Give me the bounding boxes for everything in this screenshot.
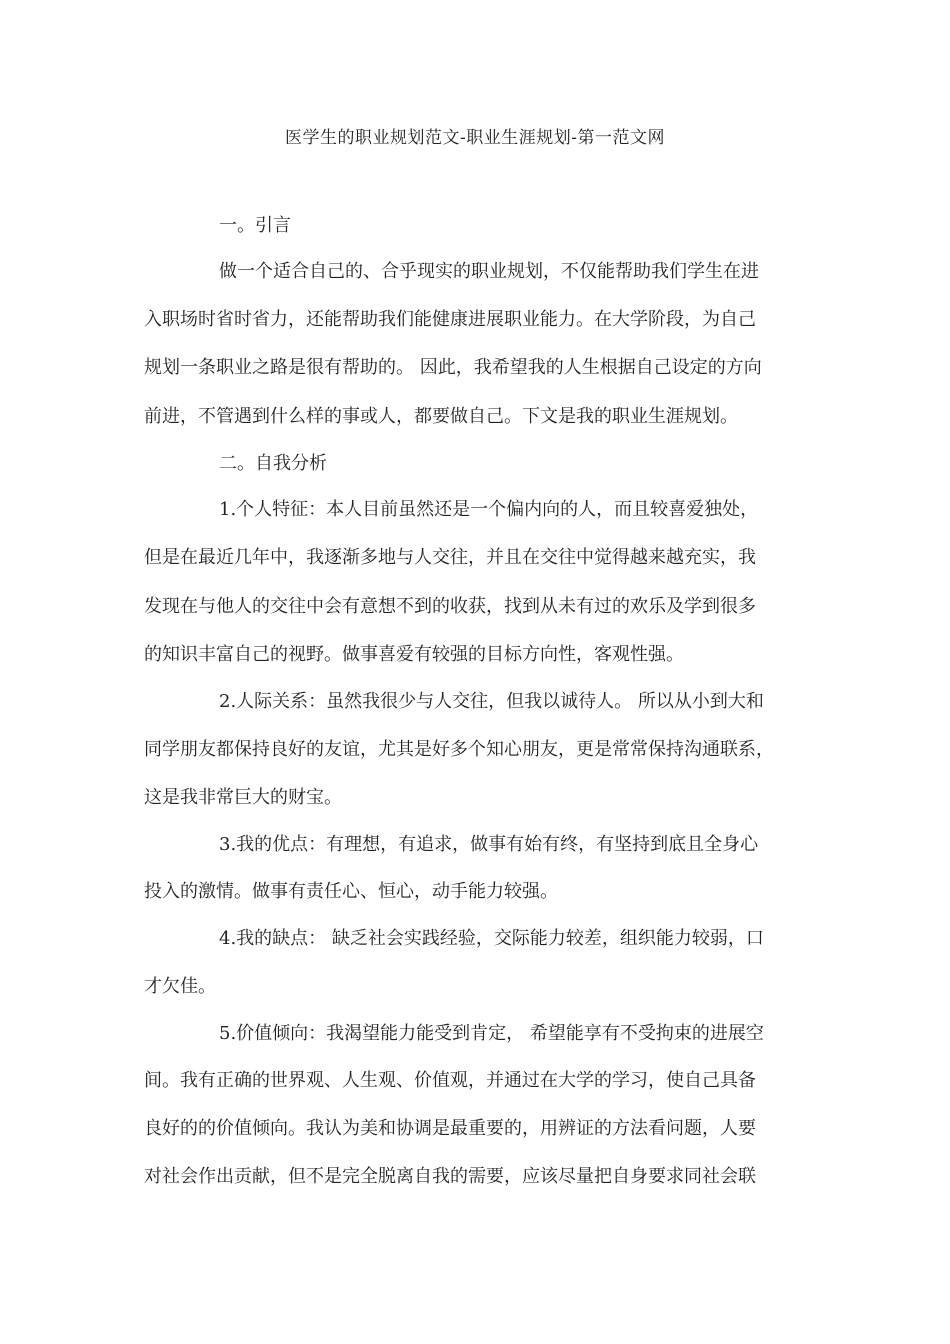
paragraph-line: 前进，不管遇到什么样的事或人，都要做自己。下文是我的职业生涯规划。 (144, 406, 738, 427)
paragraph-line: 同学朋友都保持良好的友谊，尤其是好多个知心朋友，更是常常保持沟通联系， (144, 739, 774, 760)
paragraph-line: 发现在与他人的交往中会有意想不到的收获，找到从未有过的欢乐及学到很多 (144, 596, 756, 617)
paragraph-line: 但是在最近几年中，我逐渐多地与人交往，并且在交往中觉得越来越充实，我 (144, 547, 756, 568)
paragraph-line: 做一个适合自己的、合乎现实的职业规划，不仅能帮助我们学生在进 (219, 261, 759, 282)
paragraph-line: 2.人际关系：虽然我很少与人交往，但我以诚待人。 所以从小到大和 (219, 691, 764, 712)
paragraph-line: 的知识丰富自己的视野。做事喜爱有较强的目标方向性，客观性强。 (144, 644, 684, 665)
paragraph-line: 这是我非常巨大的财宝。 (144, 787, 342, 808)
paragraph-line: 4.我的缺点： 缺乏社会实践经验，交际能力较差，组织能力较弱，口 (219, 928, 764, 949)
paragraph-line: 才欠佳。 (144, 976, 216, 997)
paragraph-line: 间。我有正确的世界观、人生观、价值观，并通过在大学的学习，使自己具备 (144, 1070, 756, 1091)
document-title: 医学生的职业规划范文-职业生涯规划-第一范文网 (285, 128, 665, 148)
paragraph-line: 投入的激情。做事有责任心、恒心，动手能力较强。 (144, 881, 558, 902)
paragraph-line: 良好的的价值倾向。我认为美和协调是最重要的，用辨证的方法看问题，人要 (144, 1118, 756, 1139)
paragraph-line: 规划一条职业之路是很有帮助的。 因此，我希望我的人生根据自己设定的方向 (144, 357, 762, 378)
section-heading-introduction: 一。引言 (219, 215, 291, 236)
paragraph-line: 5.价值倾向：我渴望能力能受到肯定， 希望能享有不受拘束的进展空 (219, 1023, 764, 1044)
paragraph-line: 1.个人特征：本人目前虽然还是一个偏内向的人，而且较喜爱独处， (219, 499, 759, 520)
paragraph-line: 3.我的优点：有理想，有追求，做事有始有终，有坚持到底且全身心 (219, 834, 759, 855)
paragraph-line: 入职场时省时省力，还能帮助我们能健康进展职业能力。在大学阶段，为自己 (144, 309, 756, 330)
section-heading-self-analysis: 二。自我分析 (219, 453, 327, 474)
paragraph-line: 对社会作出贡献，但不是完全脱离自我的需要，应该尽量把自身要求同社会联 (144, 1166, 756, 1187)
